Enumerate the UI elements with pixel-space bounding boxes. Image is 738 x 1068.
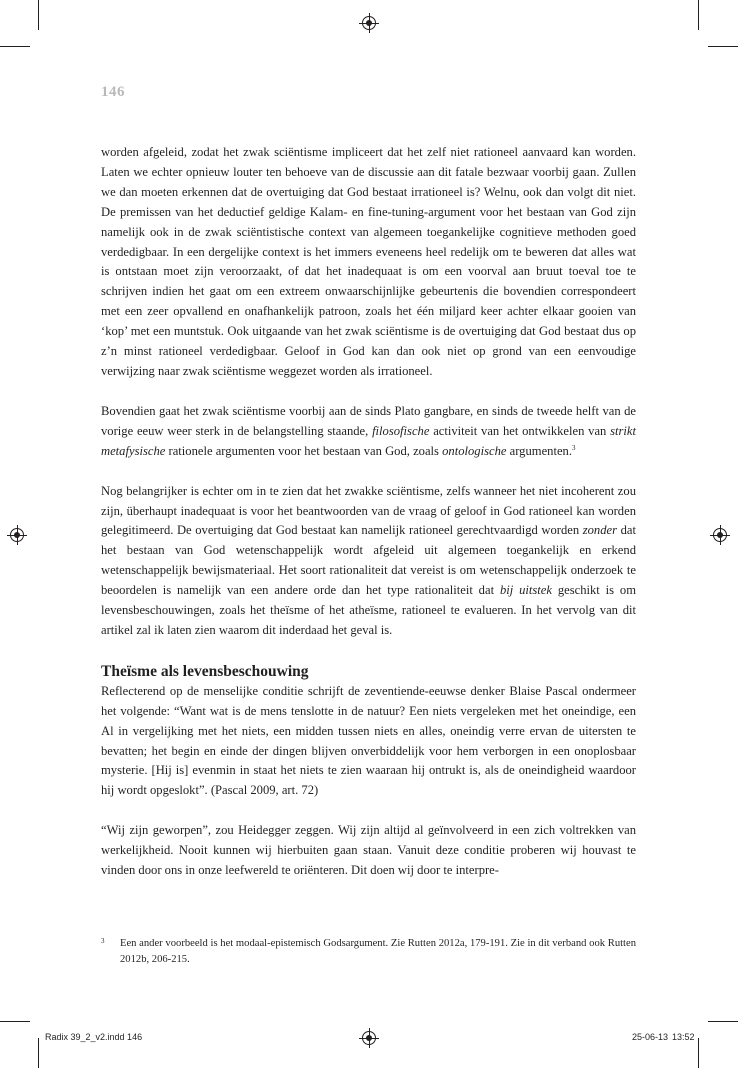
crop-mark [0,46,30,47]
crop-mark [698,1038,699,1068]
footnote-reference[interactable]: 3 [571,443,576,452]
crop-mark [38,1038,39,1068]
section-heading: Theïsme als levensbeschouwing [101,662,309,680]
footnote-number: 3 [101,937,105,945]
paragraph: Reflecterend op de menselijke conditie schrijft de zeventiende-eeuwse denker Blaise Pascal ondermeer het volgende: “Want wat is de mens tenslotte in de natuur? Een niets vergeleken met het oneindige, een Al in vergelijking met het niets, een midden tussen niets en alles, oneindig verre ervan de uitersten te bevatten; het begin en einde der dingen blijven onverbiddelijk voor hem verborgen in een onoplosbaar mysterie. [Hij is] evenmin in staat het niets te zien waaraan hij ontrukt is, als de oneindigheid waardoor hij wordt opgeslokt”. (Pascal 2009, art. 72) [101,683,636,798]
footnote-text: Een ander voorbeeld is het modaal-epistemisch Godsargument. Zie Rutten 2012a, 179-191. Zie in dit verband ook Rutten 2012b, 206-215. [120,938,636,965]
registration-mark-icon [10,528,24,542]
crop-mark [38,0,39,30]
crop-mark [698,0,699,30]
slug-date: 25-06-13 [632,1032,669,1042]
paragraph: worden afgeleid, zodat het zwak sciëntisme impliceert dat het zelf niet rationeel aanvaard kan worden. Laten we echter opnieuw louter ten behoeve van de discussie aan dit fatale bezwaar voorbij gaan. Zullen we dan moeten erkennen dat de overtuiging dat God bestaat irrationeel is? Welnu, ook dan volgt dit niet. De premissen van het deductief geldige Kalam- en fine-tuning-argument voor het bestaan van God zijn namelijk ook in de zwak sciëntistische context van algemeen toegankelijke cognitieve methoden goed verdedigbaar. In een dergelijke context is het immers eveneens heel redelijk om te beweren dat alles wat is ontstaan moet zijn veroorzaakt, of dat het inadequaat is om een voorval aan bruut toeval toe te schrijven indien het gaat om een extreem onwaarschijnlijke gebeurtenis die bovendien correspondeert met een zeer opvallend en onafhankelijk patroon, zoals het één miljard keer achter elkaar gooien van ‘kop’ met een muntstuk. Ook uitgaande van het zwak sciëntisme is de overtuiging dat God bestaat dus op z’n minst rationeel verdedigbaar. Geloof in God kan dan ook niet op grond van een eenvoudige verwijzing naar zwak sciëntisme weggezet worden als irrationeel. [101,145,636,378]
registration-mark-icon [362,1031,376,1045]
slug-file: Radix 39_2_v2.indd 146 [45,1032,143,1042]
paragraph: “Wij zijn geworpen”, zou Heidegger zeggen. Wij zijn altijd al geïnvolveerd in een zich voltrekken van werkelijkheid. Nooit kunnen wij hierbuiten gaan staan. Vanuit deze conditie proberen wij houvast te vinden door ons in onze leefwereld te oriënteren. Dit doen wij door te interpre- [101,823,636,878]
body-text [101,143,636,881]
crop-mark [0,1021,30,1022]
slug-time: 13:52 [672,1032,695,1042]
crop-mark [708,1021,738,1022]
registration-mark-icon [362,16,376,30]
footnote [101,936,636,967]
paragraph: Bovendien gaat het zwak sciëntisme voorbij aan de sinds Plato gangbare, en sinds de tweede helft van de vorige eeuw weer sterk in de belangstelling staande, filosofische activiteit van het ontwikkelen van strikt metafysische rationele argumenten voor het bestaan van God, zoals ontologische argumenten.$^3$ [101,403,636,458]
registration-mark-icon [713,528,727,542]
crop-mark [708,46,738,47]
paragraph: Nog belangrijker is echter om in te zien dat het zwakke sciëntisme, zelfs wanneer het niet incoherent zou zijn, überhaupt inadequaat is voor het beantwoorden van de vraag of geloof in God rationeel kan worden gelegitimeerd. De overtuiging dat God bestaat kan namelijk rationeel gerechtvaardigd worden zonder dat het bestaan van God wetenschappelijk wordt afgeleid uit algemeen toegankelijk en erkend wetenschappelijk bewijsmateriaal. Het soort rationaliteit dat vereist is om wetenschappelijk onderzoek te beoordelen is namelijk van een andere orde dan het type rationaliteit dat bij uitstek geschikt is om levensbeschouwingen, zoals het theïsme of het atheïsme, rationeel te evalueren. In het vervolg van dit artikel zal ik laten zien waarom dit inderdaad het geval is. [101,483,636,637]
page-number: 146 [101,84,125,100]
